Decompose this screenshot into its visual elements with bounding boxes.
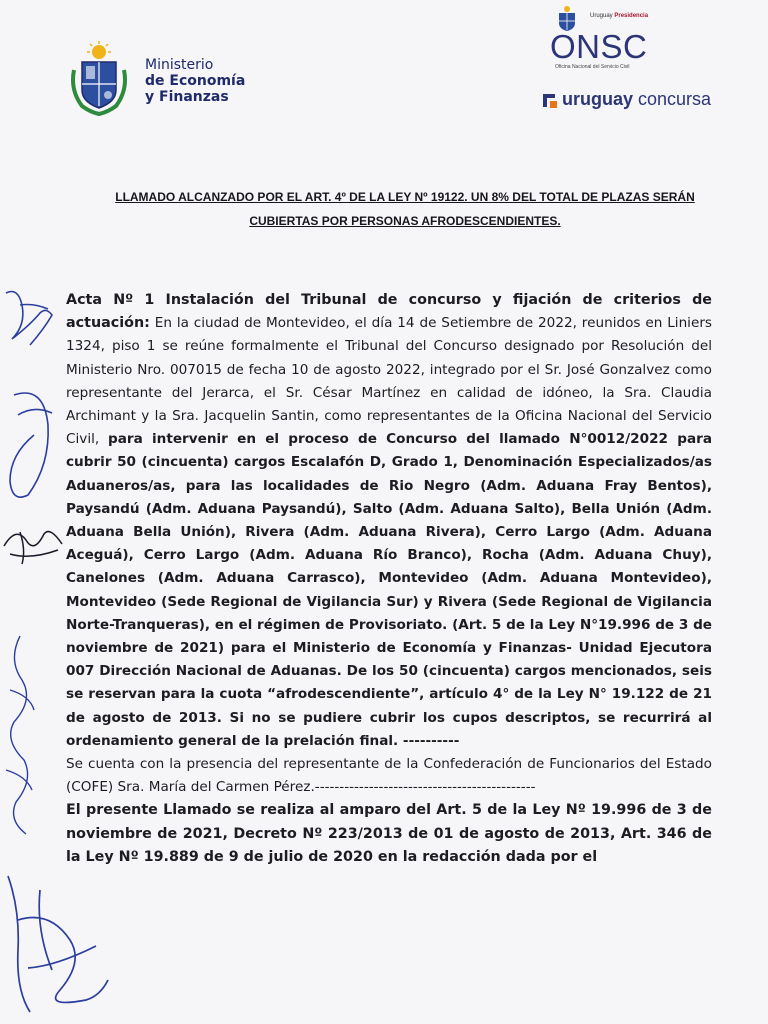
signature-3 (0, 520, 66, 570)
document-heading-line2: CUBIERTAS POR PERSONAS AFRODESCENDIENTES. (249, 214, 561, 228)
paragraph-cofe: Se cuenta con la presencia del representante de la Confederación de Funcionarios del Estado (COFE) Sra. María del Carmen Pérez.--------------------------------------------- (66, 756, 712, 796)
paragraph-legal-basis: El presente Llamado se realiza al amparo del Art. 5 de la Ley Nº 19.996 de 3 de noviembre de 2021, Decreto Nº 223/2013 de 01 de agosto de 2013, Art. 346 de la Ley Nº 19.889 de 9 de julio de 2020 en la redacción dada por el (66, 802, 712, 865)
presidencia-word: Presidencia (614, 13, 649, 19)
coat-of-arms-icon (64, 40, 134, 116)
signature-5 (0, 870, 112, 1020)
onsc-subtitle: Oficina Nacional del Servicio Civil (555, 64, 630, 70)
signature-4 (0, 630, 40, 840)
concursa-brand-light: concursa (633, 89, 712, 109)
ministry-line1: Ministerio (145, 57, 214, 73)
ministry-line3: y Finanzas (145, 89, 229, 105)
acta-regular-text: En la ciudad de Montevideo, el día 14 de Setiembre de 2022, reunidos en Liniers 1324, piso 1 se reúne formalmente el Tribunal del Concurso designado por Resolución del Ministerio Nro. 007015 de fecha 10 de agosto 2022, integrado por el Sr. José Gonzalvez como representante del Jerarca, el Sr. César Martínez en calidad de idóneo, la Sra. Claudia Archimant y la Sra. Jacquelin Santin, como representantes de la Oficina Nacional del Servicio Civil, (66, 315, 712, 448)
signature-2 (4, 385, 60, 505)
presidencia-label (590, 13, 648, 19)
concursa-logo-icon (540, 91, 560, 111)
concursa-brand-bold: uruguay (562, 89, 634, 109)
ministry-line2: de Economía (145, 73, 246, 89)
presidencia-prefix: Uruguay (590, 13, 613, 19)
concursa-logo-text (562, 89, 711, 110)
document-body (66, 289, 712, 869)
document-heading-line1: LLAMADO ALCANZADO POR EL ART. 4º DE LA LEY Nº 19122. UN 8% DEL TOTAL DE PLAZAS SERÁN (115, 190, 695, 204)
acta-bold-text: para intervenir en el proceso de Concurso del llamado N°0012/2022 para cubrir 50 (cincuenta) cargos Escalafón D, Grado 1, Denominación Especializados/as Aduaneros/as, para las localidades de Rio Negro (Adm. Aduana Fray Bentos), Paysandú (Adm. Aduana Paysandú), Salto (Adm. Aduana Salto), Bella Unión (Adm. Aduana Bella Unión), Rivera (Adm. Aduana Rivera), Cerro Largo (Adm. Aduana Aceguá), Cerro Largo (Adm. Aduana Río Branco), Rocha (Adm. Aduana Chuy), Canelones (Adm. Aduana Carrasco), Montevideo (Adm. Aduana Montevideo), Montevideo (Sede Regional de Vigilancia Sur) y Rivera (Sede Regional de Vigilancia Norte-Tranqueras), en el régimen de Provisoriato. (Art. 5 de la Ley N°19.996 de 3 de noviembre de 2021) para el Ministerio de Economía y Finanzas- Unidad Ejecutora 007 Dirección Nacional de Aduanas. De los 50 (cincuenta) cargos mencionados, seis se reservan para la cuota “afrodescendiente”, artículo 4° de la Ley N° 19.122 de 21 de agosto de 2013. Si no se pudiere cubrir los cupos descriptos, se recurrirá al ordenamiento general de la prelación final. ---------- (66, 431, 713, 749)
acta-title: Acta Nº 1 Instalación del Tribunal de concurso y fijación de criterios de actuación: (66, 292, 712, 332)
onsc-logo-text: ONSC (550, 28, 648, 65)
paragraph-acta (66, 289, 712, 753)
signature-1 (0, 285, 58, 355)
ministry-name (145, 57, 245, 105)
